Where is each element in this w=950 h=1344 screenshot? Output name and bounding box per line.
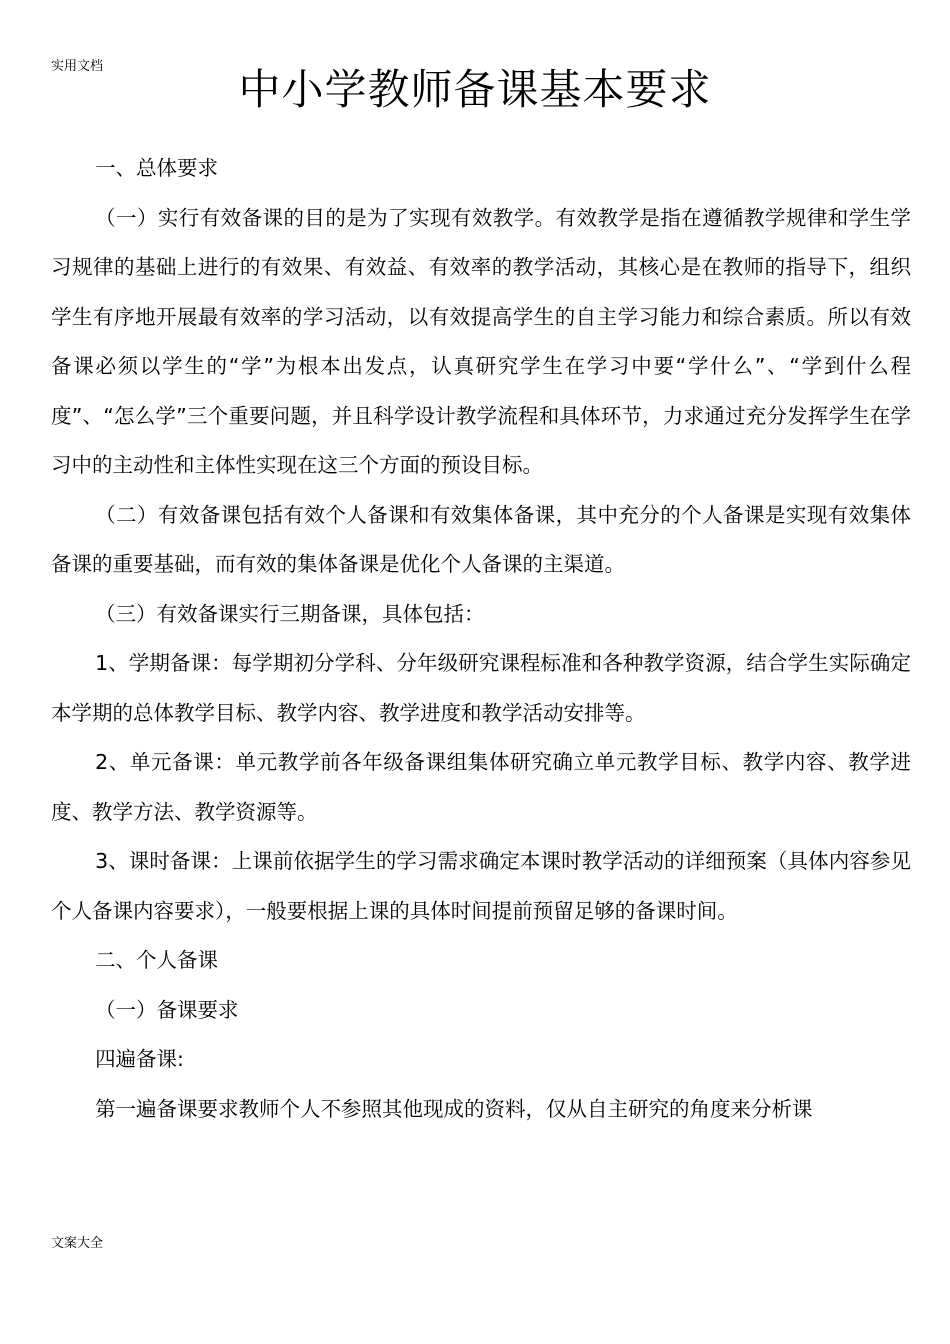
- paragraph: （二）有效备课包括有效个人备课和有效集体备课，其中充分的个人备课是实现有效集体备课的重要基础，而有效的集体备课是优化个人备课的主渠道。: [51, 502, 911, 576]
- paragraph: 2、单元备课：单元教学前各年级备课组集体研究确立单元教学目标、教学内容、教学进度、教学方法、教学资源等。: [51, 750, 911, 824]
- document-title: 中小学教师备课基本要求: [238, 65, 712, 114]
- section-heading: 一、总体要求: [95, 156, 219, 180]
- paragraph: 3、课时备课：上课前依据学生的学习需求确定本课时教学活动的详细预案（具体内容参见个人备课内容要求），一般要根据上课的具体时间提前预留足够的备课时间。: [51, 849, 911, 923]
- paragraph: （一）实行有效备课的目的是为了实现有效教学。有效教学是指在遵循教学规律和学生学习规律的基础上进行的有效果、有效益、有效率的教学活动，其核心是在教师的指导下，组织学生有序地开展最有效率的学习活动，以有效提高学生的自主学习能力和综合素质。所以有效备课必须以学生的“学”为根本出发点，认真研究学生在学习中要“学什么”、“学到什么程度”、“怎么学”三个重要问题，并且科学设计教学流程和具体环节，力求通过充分发挥学生在学习中的主动性和主体性实现在这三个方面的预设目标。: [51, 205, 911, 477]
- subsection-heading: （一）备课要求: [95, 997, 239, 1022]
- document-body: [51, 144, 911, 1134]
- footer-note: 文案大全: [51, 1236, 104, 1251]
- paragraph: 四遍备课:: [95, 1047, 184, 1071]
- paragraph: （三）有效备课实行三期备课，具体包括：: [95, 601, 485, 626]
- section-heading: 二、个人备课: [95, 948, 219, 972]
- header-note: 实用文档: [51, 59, 104, 74]
- paragraph: 第一遍备课要求教师个人不参照其他现成的资料，仅从自主研究的角度来分析课: [95, 1096, 813, 1121]
- paragraph: 1、学期备课：每学期初分学科、分年级研究课程标准和各种教学资源，结合学生实际确定本学期的总体教学目标、教学内容、教学进度和教学活动安排等。: [51, 651, 911, 725]
